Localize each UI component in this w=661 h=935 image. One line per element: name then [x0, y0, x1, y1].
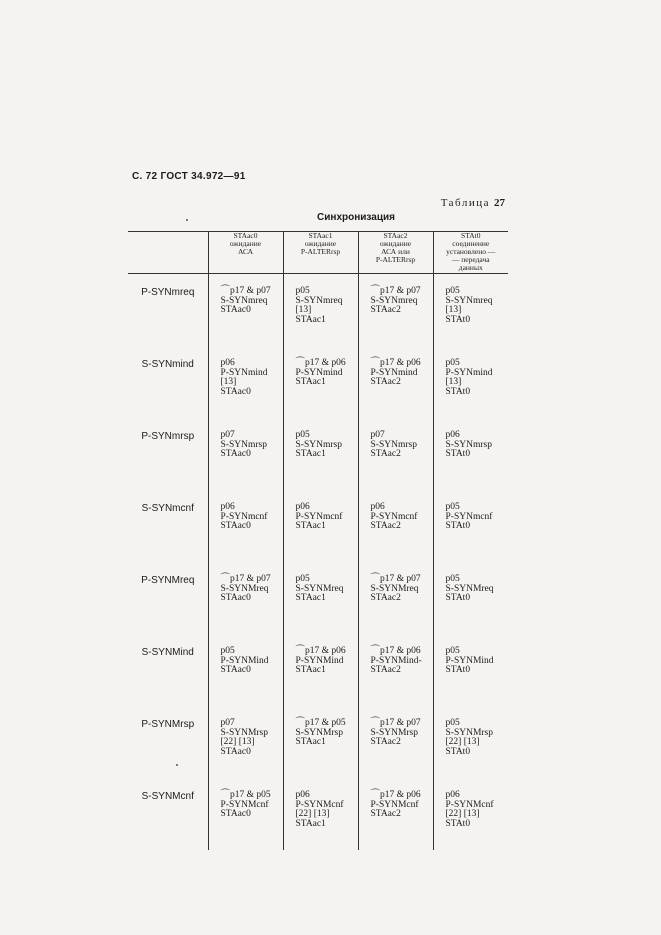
cell-line: STAac2 — [370, 809, 401, 819]
table-cell — [208, 778, 283, 850]
cell-line: STAt0 — [445, 314, 471, 325]
cell-line: STAac0 — [220, 449, 251, 459]
cell-line: p06 — [445, 790, 460, 800]
table-cell — [208, 274, 283, 347]
table-cell — [358, 346, 433, 418]
corner-cell — [128, 232, 208, 274]
cell-line: STAt0 — [445, 449, 471, 459]
table-cell — [358, 418, 433, 490]
cell-line: S-SYNMreq — [295, 583, 344, 594]
cell-line: P-SYNMcnf — [220, 799, 269, 810]
cell-line: STAt0 — [445, 665, 471, 675]
table-cell — [208, 418, 283, 490]
column-header-line: ожидание — [304, 239, 337, 248]
column-header-line: — передача — [451, 255, 490, 264]
table-cell — [358, 634, 433, 706]
cell-line: S-SYNMrsp — [220, 727, 269, 738]
column-header — [358, 232, 433, 274]
cell-line: P-SYNMind — [220, 655, 269, 666]
cell-line: P-SYNMcnf — [370, 799, 419, 810]
cell-line: ⌒p17 & p06 — [295, 646, 346, 656]
cell-line: [22] [13] — [445, 809, 480, 819]
cell-line: S-SYNmreq — [220, 295, 268, 306]
cell-line: p05 — [295, 430, 310, 440]
cell-line: STAt0 — [445, 593, 471, 603]
cell-line: p07 — [220, 430, 235, 440]
cell-line: ⌒p17 & p07 — [370, 574, 421, 584]
cell-line: S-SYNMrsp — [370, 727, 419, 738]
table-cell — [283, 346, 358, 418]
table-cell — [433, 490, 508, 562]
table-row — [128, 778, 508, 850]
cell-line: ⌒p17 & p06 — [370, 790, 421, 800]
table-row — [128, 346, 508, 418]
cell-line: STAac0 — [220, 665, 251, 675]
cell-line: STAac1 — [295, 521, 326, 531]
cell-line: p05 — [445, 718, 460, 728]
table-cell — [283, 418, 358, 490]
cell-line: S-SYNMrsp — [295, 727, 344, 738]
row-label: S-SYNmcnf — [141, 503, 194, 514]
column-header-line: установлено — — [446, 247, 496, 256]
column-header — [433, 232, 508, 274]
cell-line: S-SYNMrsp — [445, 727, 494, 738]
cell-line: S-SYNmrsp — [295, 439, 342, 450]
column-header-line: P-ALTERrsp — [375, 255, 416, 264]
cell-line: p06 — [220, 358, 235, 368]
table-cell — [283, 778, 358, 850]
cell-line: ⌒p17 & p07 — [220, 574, 271, 584]
table-cell — [433, 418, 508, 490]
cell-line: p06 — [295, 502, 310, 512]
row-label: S-SYNMind — [141, 647, 194, 658]
table-cell — [208, 706, 283, 778]
table-cell — [433, 778, 508, 850]
row-label: P-SYNmrsp — [141, 431, 195, 442]
cell-line: P-SYNMind- — [370, 655, 422, 666]
scan-dot — [186, 219, 188, 221]
cell-line: S-SYNMreq — [220, 583, 269, 594]
column-header-line: ожидание — [229, 239, 262, 248]
cell-line: S-SYNmrsp — [445, 439, 492, 450]
table-cell — [208, 562, 283, 634]
cell-line: STAt0 — [445, 818, 471, 829]
cell-line: STAac1 — [295, 593, 326, 603]
cell-line: P-SYNmind — [445, 367, 493, 378]
cell-line: S-SYNMreq — [445, 583, 494, 594]
table-cell — [433, 346, 508, 418]
cell-line: S-SYNmreq — [295, 295, 343, 306]
cell-line: STAac2 — [370, 521, 401, 531]
cell-line: P-SYNMcnf — [445, 799, 494, 810]
table-body — [128, 274, 508, 851]
table-cell — [283, 562, 358, 634]
cell-line: ⌒p17 & p05 — [295, 718, 346, 728]
cell-line: STAt0 — [445, 386, 471, 397]
cell-line: p05 — [445, 646, 460, 656]
cell-line: [13] — [445, 377, 462, 387]
cell-line: STAac1 — [295, 314, 326, 325]
table-cell — [433, 274, 508, 347]
cell-line: P-SYNmcnf — [295, 511, 343, 522]
cell-line: STAac0 — [220, 305, 251, 315]
cell-line: P-SYNmcnf — [220, 511, 268, 522]
cell-line: p05 — [295, 574, 310, 584]
row-label: S-SYNmind — [141, 359, 194, 370]
table-number: 27 — [494, 197, 505, 209]
cell-line: STAac1 — [295, 377, 326, 387]
page-header: С. 72 ГОСТ 34.972—91 — [132, 171, 246, 182]
row-label: P-SYNMreq — [141, 575, 195, 586]
table-row — [128, 562, 508, 634]
cell-line: p06 — [220, 502, 235, 512]
cell-line: p06 — [445, 430, 460, 440]
table-row — [128, 490, 508, 562]
cell-line: STAac2 — [370, 737, 401, 747]
cell-line: P-SYNMind — [445, 655, 494, 666]
table-cell — [358, 562, 433, 634]
cell-line: STAac2 — [370, 449, 401, 459]
cell-line: p05 — [445, 574, 460, 584]
column-header-line: P-ALTERrsp — [300, 247, 341, 256]
cell-line: ⌒p17 & p06 — [295, 358, 346, 368]
cell-line: p07 — [370, 430, 385, 440]
table-cell — [283, 490, 358, 562]
cell-line: STAac0 — [220, 809, 251, 819]
table-cell — [358, 490, 433, 562]
table-label — [441, 197, 505, 209]
table-cell — [283, 706, 358, 778]
cell-line: p05 — [295, 286, 310, 296]
row-label: P-SYNmreq — [141, 287, 195, 298]
column-header-line: STAt0 — [461, 231, 481, 240]
synchronization-table — [128, 231, 508, 850]
table-row — [128, 418, 508, 490]
cell-line: STAac2 — [370, 305, 401, 315]
table-cell — [433, 634, 508, 706]
cell-line: [22] [13] — [220, 737, 255, 747]
table-cell — [208, 346, 283, 418]
table-row — [128, 274, 508, 347]
table-cell — [358, 274, 433, 347]
cell-line: [22] [13] — [445, 737, 480, 747]
cell-line: STAac0 — [220, 746, 251, 757]
cell-line: p05 — [220, 646, 235, 656]
table-cell — [433, 706, 508, 778]
cell-line: P-SYNMcnf — [295, 799, 344, 810]
table-row — [128, 634, 508, 706]
table-label-word: Таблица — [440, 197, 490, 209]
table-cell — [283, 274, 358, 347]
table-row — [128, 706, 508, 778]
cell-line: p05 — [445, 358, 460, 368]
table-cell — [433, 562, 508, 634]
cell-line: STAt0 — [445, 521, 471, 531]
header-row — [128, 232, 508, 274]
column-header — [283, 232, 358, 274]
table-cell — [208, 634, 283, 706]
cell-line: P-SYNmcnf — [370, 511, 418, 522]
cell-line: S-SYNMreq — [370, 583, 419, 594]
cell-line: S-SYNmrsp — [220, 439, 267, 450]
table-cell — [208, 490, 283, 562]
cell-line: STAt0 — [445, 746, 471, 757]
cell-line: p06 — [295, 790, 310, 800]
column-header-line: данных — [458, 263, 483, 272]
cell-line: STAac2 — [370, 593, 401, 603]
cell-line: STAac0 — [220, 593, 251, 603]
column-header — [208, 232, 283, 274]
cell-line: STAac1 — [295, 449, 326, 459]
cell-line: STAac1 — [295, 737, 326, 747]
cell-line: p05 — [445, 286, 460, 296]
cell-line: [13] — [220, 377, 237, 387]
cell-line: p06 — [370, 502, 385, 512]
cell-line: STAac2 — [370, 377, 401, 387]
cell-line: P-SYNmcnf — [445, 511, 493, 522]
cell-line: S-SYNmreq — [445, 295, 493, 306]
column-header-line: STAac2 — [383, 231, 408, 240]
cell-line: ⌒p17 & p07 — [220, 286, 271, 296]
column-header-line: ожидание — [379, 239, 412, 248]
cell-line: P-SYNmind — [220, 367, 268, 378]
cell-line: ⌒p17 & p07 — [370, 718, 421, 728]
column-header-line: соединение — [452, 239, 490, 248]
cell-line: ⌒p17 & p06 — [370, 646, 421, 656]
cell-line: STAac1 — [295, 818, 326, 829]
cell-line: P-SYNmind — [370, 367, 418, 378]
cell-line: [13] — [295, 305, 312, 315]
cell-line: [22] [13] — [295, 809, 330, 819]
row-label: P-SYNMrsp — [141, 719, 195, 730]
row-label: S-SYNMcnf — [141, 791, 194, 802]
cell-line: STAac1 — [295, 665, 326, 675]
table-cell — [358, 778, 433, 850]
cell-line: STAac0 — [220, 386, 251, 397]
cell-line: S-SYNmreq — [370, 295, 418, 306]
column-header-line: АСА — [237, 247, 254, 256]
cell-line: STAac2 — [370, 665, 401, 675]
column-header-line: STAac0 — [233, 231, 258, 240]
cell-line: p07 — [220, 718, 235, 728]
cell-line: [13] — [445, 305, 462, 315]
column-header-line: STAac1 — [308, 231, 333, 240]
column-header-line: АСА или — [381, 247, 410, 256]
cell-line: ⌒p17 & p06 — [370, 358, 421, 368]
cell-line: p05 — [445, 502, 460, 512]
cell-line: P-SYNmind — [295, 367, 343, 378]
cell-line: S-SYNmrsp — [370, 439, 417, 450]
cell-line: P-SYNMind — [295, 655, 344, 666]
table-cell — [358, 706, 433, 778]
cell-line: ⌒p17 & p07 — [370, 286, 421, 296]
cell-line: ⌒p17 & p05 — [220, 790, 271, 800]
cell-line: STAac0 — [220, 521, 251, 531]
table-caption: Синхронизация — [317, 212, 395, 223]
table-cell — [283, 634, 358, 706]
